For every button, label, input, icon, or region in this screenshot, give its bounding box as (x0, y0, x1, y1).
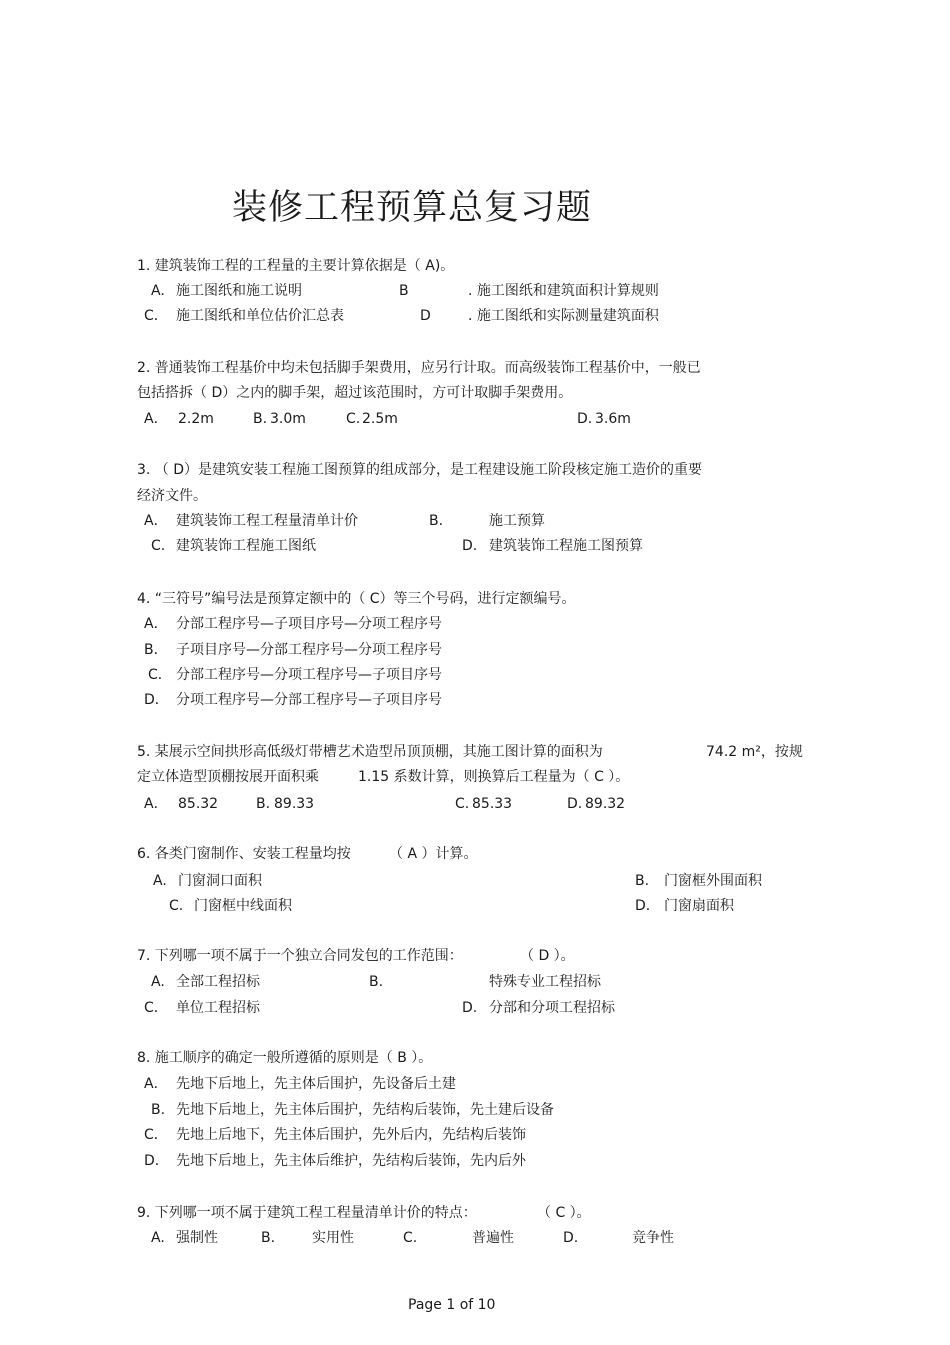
option-label: D. (567, 796, 583, 812)
option-label: B. (369, 974, 384, 990)
question-stem: 经济文件。 (137, 488, 207, 504)
question-stem: 3. （ D）是建筑安装工程施工图预算的组成部分，是工程建设施工阶段核定施工造价的重要 (137, 462, 703, 478)
option-label: A． (144, 411, 168, 427)
option-label: B. (429, 513, 444, 529)
question-stem: 7. 下列哪一项不属于一个独立合同发包的工作范围： (137, 948, 463, 964)
option-text: 先地下后地上，先主体后维护，先结构后装饰，先内后外 (176, 1153, 526, 1169)
option-label: B (399, 283, 409, 299)
option-text: . 施工图纸和实际测量建筑面积 (468, 308, 659, 324)
option-text: 85.32 (178, 796, 219, 812)
question-stem: 6. 各类门窗制作、安装工程量均按 (137, 846, 351, 862)
option-label: D. (577, 411, 593, 427)
option-text: 建筑装饰工程工程量清单计价 (176, 513, 358, 529)
option-text: 门窗框中线面积 (194, 898, 292, 914)
option-label: B． (144, 642, 168, 658)
option-label: D． (144, 1153, 169, 1169)
option-text: 分部工程序号—分项工程序号—子项目序号 (176, 667, 442, 683)
option-label: A. (151, 283, 165, 299)
question-stem: （ D ）。 (520, 948, 575, 964)
option-label: C. (455, 796, 470, 812)
option-label: B. (256, 796, 271, 812)
option-label: C. (403, 1230, 418, 1246)
option-label: B. (635, 873, 650, 889)
option-text: 分部和分项工程招标 (489, 1000, 615, 1016)
question-stem: 9. 下列哪一项不属于建筑工程工程量清单计价的特点： (137, 1205, 477, 1221)
option-label: C. (346, 411, 361, 427)
option-text: 单位工程招标 (176, 1000, 260, 1016)
option-label: D. (462, 1000, 478, 1016)
question-stem: 2. 普通装饰工程基价中均未包括脚手架费用，应另行计取。而高级装饰工程基价中，一般已 (137, 360, 701, 376)
option-text: 门窗洞口面积 (178, 873, 262, 889)
option-text: 竞争性 (632, 1230, 674, 1246)
option-label: C. (169, 898, 184, 914)
option-text: 先地下后地上，先主体后围护，先设备后土建 (176, 1076, 456, 1092)
option-text: 先地下后地上，先主体后围护，先结构后装饰，先土建后设备 (176, 1102, 554, 1118)
option-text: 89.32 (585, 796, 626, 812)
question-stem: 1. 建筑装饰工程的工程量的主要计算依据是（ A)。 (137, 258, 455, 274)
option-text: 施工预算 (489, 513, 545, 529)
option-label: D. (462, 538, 478, 554)
option-label: D. (563, 1230, 579, 1246)
option-label: B. (261, 1230, 276, 1246)
option-label: A． (144, 616, 168, 632)
option-label: B. (253, 411, 268, 427)
option-label: C． (144, 1127, 168, 1143)
option-label: C． (144, 308, 168, 324)
question-stem: 74.2 m²，按规 (706, 744, 803, 760)
question-stem: （ C ）。 (537, 1205, 591, 1221)
option-text: 2.5m (362, 411, 398, 427)
option-text: 门窗扇面积 (664, 898, 734, 914)
option-label: C． (148, 667, 172, 683)
option-text: 实用性 (312, 1230, 354, 1246)
option-text: 建筑装饰工程施工图纸 (176, 538, 316, 554)
option-label: D. (635, 898, 651, 914)
option-text: 施工图纸和施工说明 (176, 283, 302, 299)
option-label: C． (144, 1000, 168, 1016)
option-text: . 施工图纸和建筑面积计算规则 (468, 283, 659, 299)
option-text: 特殊专业工程招标 (489, 974, 601, 990)
option-label: A. (151, 974, 165, 990)
option-text: 普遍性 (472, 1230, 514, 1246)
option-text: 施工图纸和单位估价汇总表 (176, 308, 344, 324)
option-text: 分部工程序号—子项目序号—分项工程序号 (176, 616, 442, 632)
option-text: 全部工程招标 (176, 974, 260, 990)
question-stem: 8. 施工顺序的确定一般所遵循的原则是（ B ）。 (137, 1050, 433, 1066)
option-label: A. (153, 873, 167, 889)
question-stem: （ A ）计算。 (389, 846, 478, 862)
option-label: C. (151, 538, 166, 554)
page-footer: Page 1 of 10 (408, 1297, 496, 1313)
option-text: 2.2m (178, 411, 214, 427)
option-text: 分项工程序号—分部工程序号—子项目序号 (176, 692, 442, 708)
option-label: D (420, 308, 431, 324)
option-text: 门窗框外围面积 (664, 873, 762, 889)
option-text: 子项目序号—分部工程序号—分项工程序号 (176, 642, 442, 658)
option-text: 强制性 (176, 1230, 218, 1246)
option-label: A. (151, 1230, 165, 1246)
question-stem: 1.15 系数计算，则换算后工程量为（ C ）。 (358, 769, 630, 785)
option-text: 先地上后地下，先主体后围护，先外后内，先结构后装饰 (176, 1127, 526, 1143)
page-title: 装修工程预算总复习题 (232, 188, 593, 228)
question-stem: 5. 某展示空间拱形高低级灯带槽艺术造型吊顶顶棚，其施工图计算的面积为 (137, 744, 603, 760)
option-label: B. (151, 1102, 166, 1118)
option-text: 3.0m (270, 411, 306, 427)
option-text: 89.33 (274, 796, 315, 812)
option-text: 建筑装饰工程施工图预算 (489, 538, 643, 554)
option-label: A． (144, 796, 168, 812)
question-stem: 定立体造型顶棚按展开面积乘 (137, 769, 319, 785)
option-text: 85.33 (472, 796, 513, 812)
option-label: D． (144, 692, 169, 708)
question-stem: 4. “三符号”编号法是预算定额中的（ C）等三个号码，进行定额编号。 (137, 591, 576, 607)
option-text: 3.6m (595, 411, 631, 427)
option-label: A． (144, 513, 168, 529)
question-stem: 包括搭拆（ D）之内的脚手架，超过该范围时，方可计取脚手架费用。 (137, 385, 573, 401)
option-label: A． (144, 1076, 168, 1092)
